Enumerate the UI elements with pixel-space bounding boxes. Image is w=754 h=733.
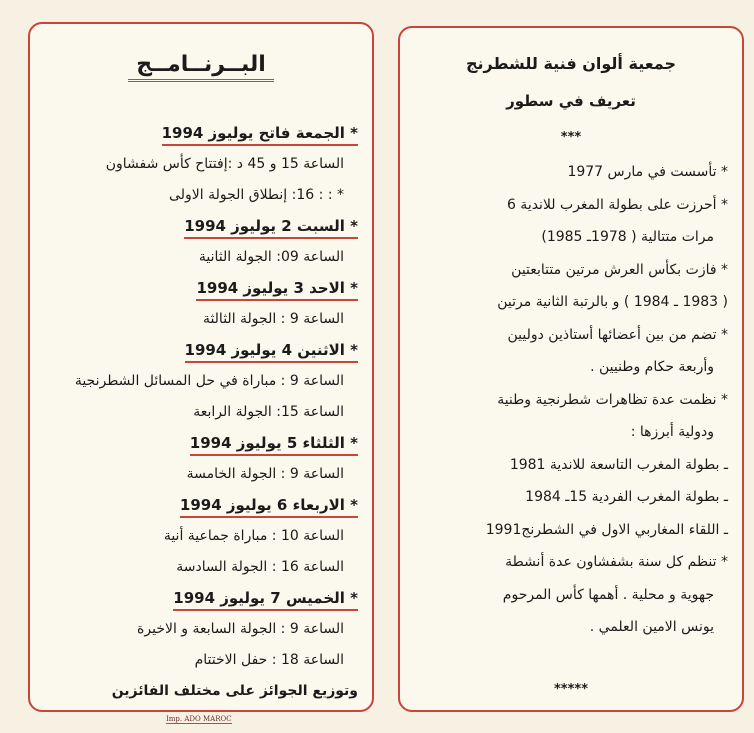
programme-list [44, 118, 358, 707]
programme-schedule-line: الساعة 15 و 45 د :إفتتاح كأس شفشاون [105, 156, 344, 172]
association-line: ودولية أبرزها : [630, 424, 714, 440]
programme-date-line [44, 490, 358, 521]
programme-title: البــرنــامــج [30, 52, 372, 77]
association-line: مرات متتالية ( 1978ـ 1985) [541, 229, 714, 245]
association-line: * تضم من بين أعضائها أستاذين دوليين [507, 326, 728, 343]
programme-schedule-line: وتوزيع الجوائز على مختلف الفائزين [111, 683, 358, 699]
programme-schedule-line: الساعة 09: الجولة الثانية [198, 249, 344, 265]
association-line: يونس الامين العلمي . [589, 619, 714, 635]
association-subtitle: تعريف في سطور [506, 92, 636, 110]
programme-schedule-line: الساعة 9 : الجولة السابعة و الاخيرة [137, 621, 344, 637]
programme-schedule-line: الساعة 16 : الجولة السادسة [176, 559, 344, 575]
imprint-text: Imp. ADO MAROC [166, 715, 232, 723]
association-title: جمعية ألوان فنية للشطرنج [465, 54, 677, 73]
association-line: وأربعة حكام وطنيين . [590, 359, 714, 375]
programme-schedule-line: الساعة 9 : الجولة الخامسة [186, 466, 344, 482]
programme-schedule-line: * : : 16: إنطلاق الجولة الاولى [169, 187, 344, 203]
association-line: ( 1983 ـ 1984 ) و بالرتبة الثانية مرتين [497, 294, 728, 310]
programme-schedule-line: الساعة 18 : حفل الاختتام [194, 652, 344, 668]
association-line: * نظمت عدة تظاهرات شطرنجية وطنية [497, 391, 728, 408]
association-line: * تأسست في مارس 1977 [567, 164, 728, 180]
programme-date-line [44, 428, 358, 459]
association-line: ـ بطولة المغرب الفردية 15ـ 1984 [525, 489, 728, 505]
programme-date-text: * الاربعاء 6 يوليوز 1994 [180, 496, 358, 518]
programme-date-text: * الخميس 7 يوليوز 1994 [173, 589, 358, 611]
association-line: * فازت بكأس العرش مرتين متتابعتين [511, 261, 728, 278]
association-line: ـ بطولة المغرب التاسعة للاندية 1981 [509, 456, 728, 473]
programme-schedule-line: الساعة 9 : الجولة الثالثة [202, 311, 344, 327]
association-panel [398, 26, 744, 712]
stars-divider-top: *** [560, 130, 582, 145]
association-line: * أحرزت على بطولة المغرب للاندية 6 [506, 196, 728, 213]
association-line: * تنظم كل سنة بشفشاون عدة أنشطة [505, 554, 728, 570]
programme-date-line [44, 211, 358, 242]
programme-date-line [44, 335, 358, 366]
programme-schedule-line: الساعة 15: الجولة الرابعة [193, 404, 344, 420]
programme-date-text: * الجمعة فاتح يوليوز 1994 [162, 124, 358, 146]
programme-date-text: * الاثنين 4 يوليوز 1994 [185, 341, 358, 363]
association-line: جهوية و محلية . أهمها كأس المرحوم [502, 586, 714, 603]
programme-date-line [44, 273, 358, 304]
programme-date-line [44, 583, 358, 614]
programme-date-text: * الثلثاء 5 يوليوز 1994 [190, 434, 358, 456]
programme-date-text: * السبت 2 يوليوز 1994 [184, 217, 358, 239]
programme-schedule-line: الساعة 9 : مباراة في حل المسائل الشطرنجية [74, 373, 344, 389]
programme-schedule-line: الساعة 10 : مباراة جماعية أنية [163, 528, 344, 544]
programme-date-text: * الاحد 3 يوليوز 1994 [196, 279, 358, 301]
association-list [414, 156, 728, 644]
programme-panel [28, 22, 374, 712]
association-line: ـ اللقاء المغاربي الاول في الشطرنج1991 [485, 521, 728, 538]
stars-divider-bottom: ***** [554, 682, 588, 697]
programme-date-line [44, 118, 358, 149]
